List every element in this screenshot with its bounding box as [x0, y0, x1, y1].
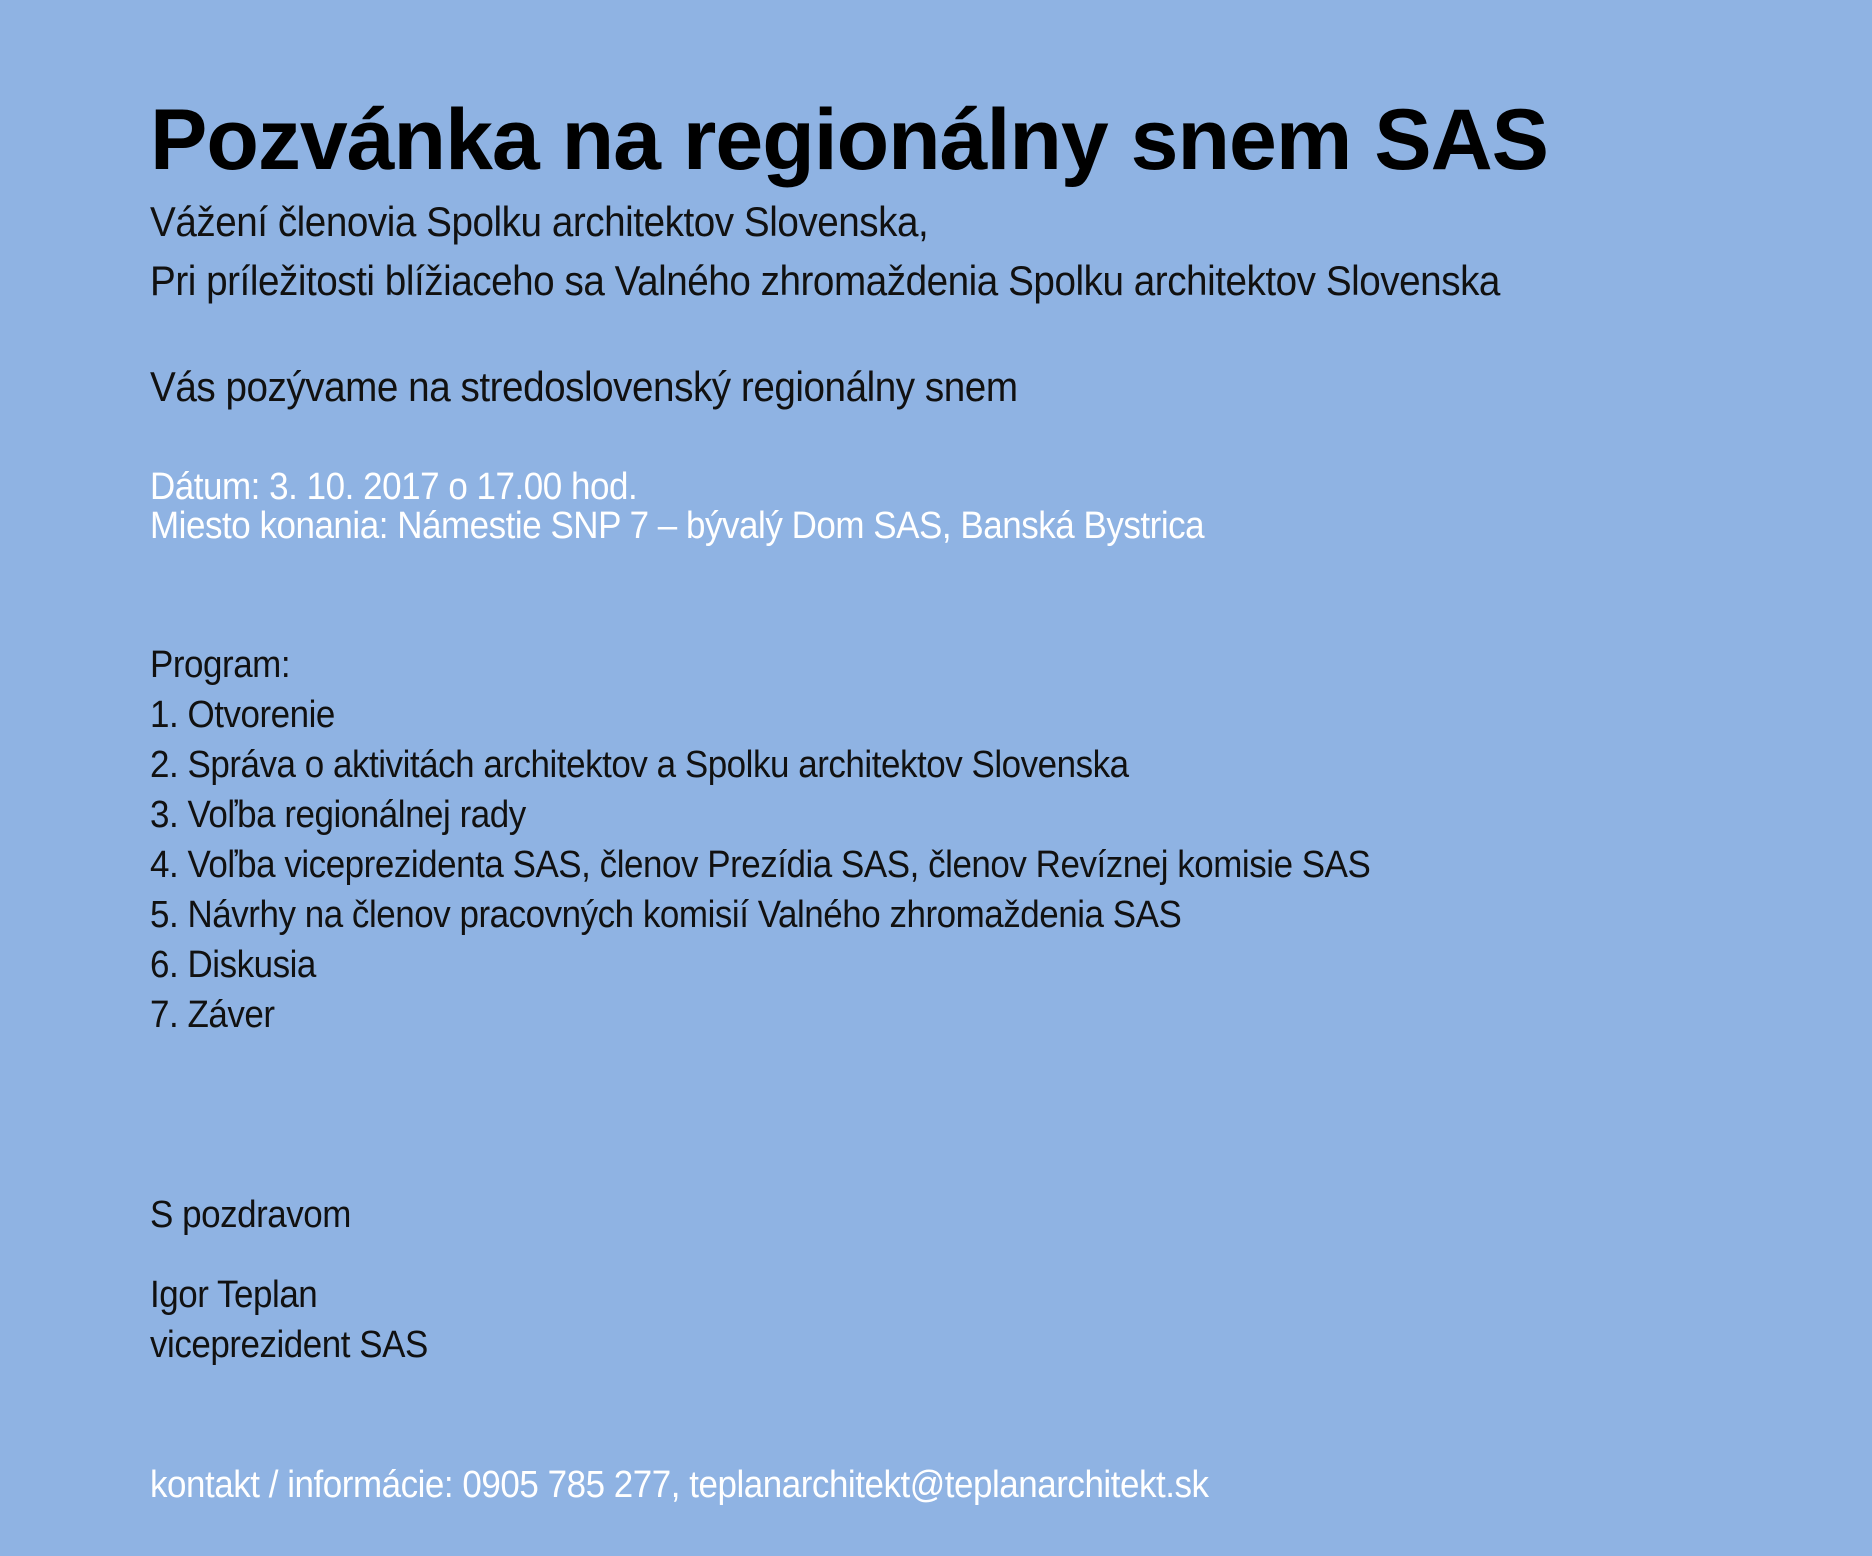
- event-venue: Miesto konania: Námestie SNP 7 – bývalý Dom SAS, Banská Bystrica: [150, 505, 1205, 547]
- greeting-text: Vážení členovia Spolku architektov Slovenska,: [150, 198, 929, 245]
- program-item: 2. Správa o aktivitách architektov a Spolku architektov Slovenska: [150, 744, 1129, 786]
- program-item: 4. Voľba viceprezidenta SAS, členov Prezídia SAS, členov Revíznej komisie SAS: [150, 844, 1371, 886]
- program-item: 7. Záver: [150, 994, 275, 1036]
- page-title: Pozvánka na regionálny snem SAS: [150, 91, 1549, 188]
- program-item: 1. Otvorenie: [150, 694, 335, 736]
- occasion-text: Pri príležitosti blížiaceho sa Valného zhromaždenia Spolku architektov Slovenska: [150, 257, 1500, 304]
- signatory-role: viceprezident SAS: [150, 1324, 428, 1366]
- event-date: Dátum: 3. 10. 2017 o 17.00 hod.: [150, 466, 638, 508]
- program-heading: Program:: [150, 644, 291, 686]
- program-item: 6. Diskusia: [150, 944, 316, 986]
- invitation-document: [150, 0, 1830, 1556]
- contact-info: kontakt / informácie: 0905 785 277, teplanarchitekt@teplanarchitekt.sk: [150, 1464, 1209, 1506]
- program-item: 3. Voľba regionálnej rady: [150, 794, 526, 836]
- signatory-name: Igor Teplan: [150, 1274, 318, 1316]
- invitation-text: Vás pozývame na stredoslovenský regionálny snem: [150, 363, 1018, 410]
- program-item: 5. Návrhy na členov pracovných komisií Valného zhromaždenia SAS: [150, 894, 1182, 936]
- closing-text: S pozdravom: [150, 1194, 351, 1236]
